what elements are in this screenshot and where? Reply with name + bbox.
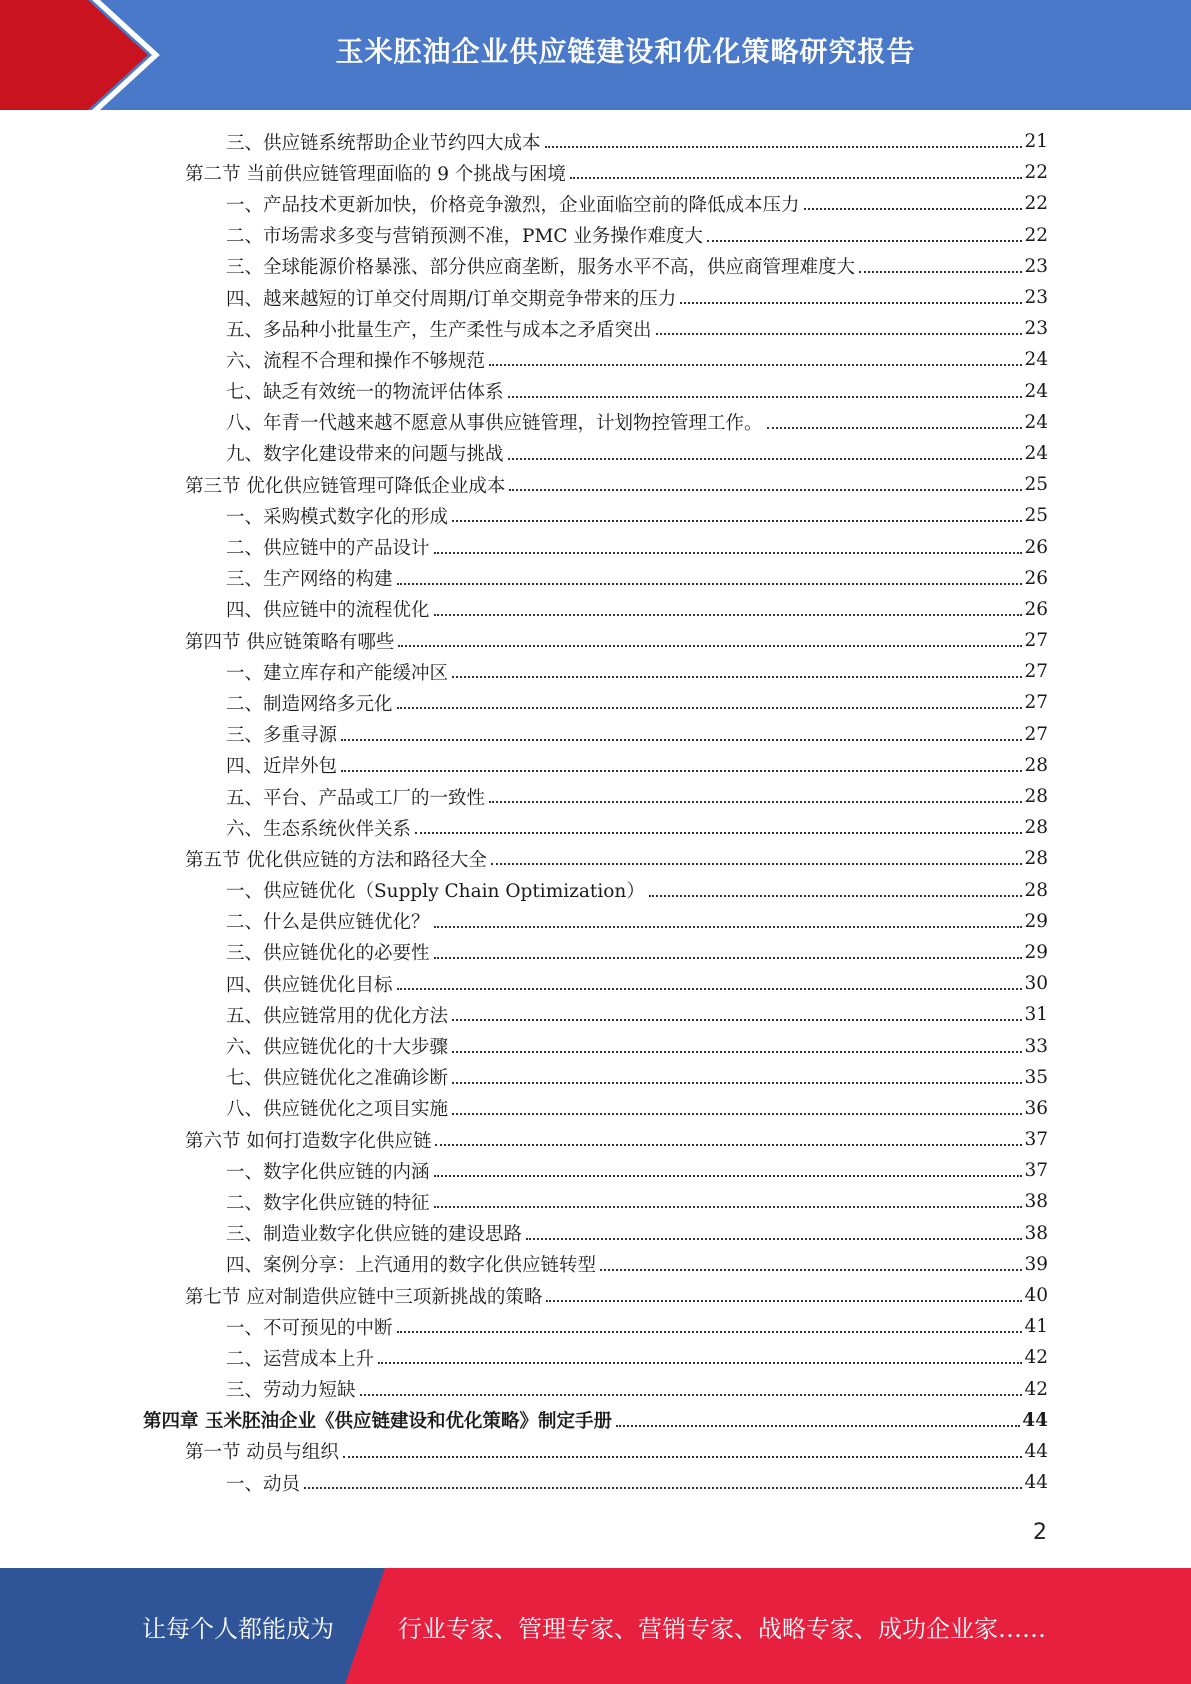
toc-entry-item[interactable] — [0, 376, 1191, 407]
toc-leader-dots — [649, 894, 1023, 897]
toc-entry-label: 四、供应链中的流程优化 — [226, 600, 430, 622]
toc-leader-dots — [491, 862, 1023, 865]
toc-entry-item[interactable] — [0, 999, 1191, 1030]
toc-leader-dots — [304, 1486, 1022, 1489]
toc-entry-item[interactable] — [0, 906, 1191, 937]
toc-entry-item[interactable] — [0, 1249, 1191, 1280]
toc-entry-page: 27 — [1024, 723, 1048, 745]
toc-entry-label: 六、生态系统伙伴关系 — [226, 818, 412, 840]
table-of-contents — [0, 126, 1191, 1498]
toc-entry-section[interactable] — [0, 625, 1191, 656]
toc-entry-page: 37 — [1024, 1160, 1048, 1182]
toc-entry-label: 九、数字化建设带来的问题与挑战 — [226, 444, 504, 466]
toc-entry-item[interactable] — [0, 937, 1191, 968]
toc-entry-item[interactable] — [0, 251, 1191, 282]
toc-leader-dots — [767, 426, 1023, 429]
toc-entry-label: 八、年青一代越来越不愿意从事供应链管理，计划物控管理工作。 — [226, 413, 763, 435]
toc-entry-label: 一、不可预见的中断 — [226, 1317, 393, 1339]
toc-entry-label: 第一节 动员与组织 — [185, 1442, 339, 1464]
toc-entry-label: 七、供应链优化之准确诊断 — [226, 1068, 449, 1090]
toc-entry-item[interactable] — [0, 282, 1191, 313]
toc-leader-dots — [360, 1393, 1023, 1396]
toc-entry-item[interactable] — [0, 1062, 1191, 1093]
toc-leader-dots — [489, 363, 1022, 366]
toc-entry-page: 28 — [1024, 879, 1048, 901]
toc-entry-page: 36 — [1024, 1097, 1048, 1119]
toc-entry-page: 24 — [1024, 380, 1048, 402]
toc-entry-label: 四、近岸外包 — [226, 756, 338, 778]
toc-entry-page: 30 — [1024, 973, 1048, 995]
toc-entry-item[interactable] — [0, 687, 1191, 718]
toc-entry-item[interactable] — [0, 812, 1191, 843]
toc-entry-page: 26 — [1024, 536, 1048, 558]
toc-entry-label: 五、供应链常用的优化方法 — [226, 1005, 449, 1027]
toc-entry-item[interactable] — [0, 1374, 1191, 1405]
toc-entry-page: 26 — [1024, 598, 1048, 620]
toc-entry-page: 29 — [1024, 941, 1048, 963]
toc-entry-item[interactable] — [0, 563, 1191, 594]
toc-leader-dots — [415, 831, 1022, 834]
toc-leader-dots — [508, 395, 1023, 398]
toc-entry-page: 29 — [1024, 910, 1048, 932]
toc-entry-page: 27 — [1024, 692, 1048, 714]
toc-entry-item[interactable] — [0, 1467, 1191, 1498]
toc-entry-label: 三、供应链优化的必要性 — [226, 943, 430, 965]
toc-entry-page: 23 — [1024, 287, 1048, 309]
toc-leader-dots — [397, 706, 1023, 709]
toc-leader-dots — [600, 1268, 1022, 1271]
toc-entry-page: 22 — [1024, 193, 1048, 215]
toc-entry-section[interactable] — [0, 1124, 1191, 1155]
toc-entry-label: 二、运营成本上升 — [226, 1348, 375, 1370]
toc-entry-section[interactable] — [0, 157, 1191, 188]
toc-leader-dots — [434, 956, 1023, 959]
toc-entry-label: 第四节 供应链策略有哪些 — [185, 631, 395, 653]
toc-entry-label: 三、全球能源价格暴涨、部分供应商垄断，服务水平不高，供应商管理难度大 — [226, 257, 856, 279]
toc-entry-page: 24 — [1024, 442, 1048, 464]
toc-entry-label: 三、制造业数字化供应链的建设思路 — [226, 1224, 523, 1246]
toc-entry-label: 二、制造网络多元化 — [226, 693, 393, 715]
toc-entry-item[interactable] — [0, 1342, 1191, 1373]
toc-entry-label: 一、采购模式数字化的形成 — [226, 506, 449, 528]
toc-entry-item[interactable] — [0, 344, 1191, 375]
toc-entry-item[interactable] — [0, 220, 1191, 251]
toc-leader-dots — [680, 301, 1022, 304]
toc-leader-dots — [616, 1424, 1020, 1427]
toc-leader-dots — [859, 270, 1022, 273]
toc-entry-label: 五、平台、产品或工厂的一致性 — [226, 787, 486, 809]
toc-leader-dots — [804, 207, 1023, 210]
toc-entry-label: 八、供应链优化之项目实施 — [226, 1099, 449, 1121]
toc-entry-item[interactable] — [0, 531, 1191, 562]
toc-entry-label: 二、什么是供应链优化？ — [226, 912, 430, 934]
toc-entry-page: 33 — [1024, 1035, 1048, 1057]
toc-entry-label: 第四章 玉米胚油企业《供应链建设和优化策略》制定手册 — [143, 1411, 612, 1433]
toc-entry-page: 41 — [1024, 1316, 1048, 1338]
toc-entry-label: 一、数字化供应链的内涵 — [226, 1161, 430, 1183]
page-footer — [0, 1568, 1191, 1684]
toc-entry-item[interactable] — [0, 126, 1191, 157]
toc-entry-label: 四、供应链优化目标 — [226, 974, 393, 996]
toc-entry-label: 三、生产网络的构建 — [226, 569, 393, 591]
toc-leader-dots — [707, 239, 1023, 242]
toc-entry-label: 第六节 如何打造数字化供应链 — [185, 1130, 432, 1152]
toc-entry-label: 六、供应链优化的十大步骤 — [226, 1037, 449, 1059]
toc-entry-item[interactable] — [0, 188, 1191, 219]
toc-leader-dots — [452, 1112, 1022, 1115]
toc-entry-page: 23 — [1024, 318, 1048, 340]
toc-entry-page: 28 — [1024, 817, 1048, 839]
toc-leader-dots — [397, 1330, 1023, 1333]
toc-leader-dots — [508, 457, 1023, 460]
toc-entry-item[interactable] — [0, 438, 1191, 469]
toc-entry-item[interactable] — [0, 500, 1191, 531]
toc-leader-dots — [434, 1174, 1023, 1177]
toc-entry-page: 42 — [1024, 1378, 1048, 1400]
toc-entry-page: 38 — [1024, 1191, 1048, 1213]
toc-entry-item[interactable] — [0, 719, 1191, 750]
footer-slogan-right: 行业专家、管理专家、营销专家、战略专家、成功企业家…… — [398, 1614, 1046, 1643]
toc-entry-page: 28 — [1024, 848, 1048, 870]
toc-leader-dots — [489, 800, 1022, 803]
toc-entry-label: 二、供应链中的产品设计 — [226, 538, 430, 560]
toc-entry-item[interactable] — [0, 875, 1191, 906]
toc-entry-item[interactable] — [0, 313, 1191, 344]
toc-entry-item[interactable] — [0, 1030, 1191, 1061]
toc-entry-item[interactable] — [0, 1093, 1191, 1124]
toc-entry-label: 二、市场需求多变与营销预测不准，PMC 业务操作难度大 — [226, 226, 703, 248]
toc-entry-page: 39 — [1024, 1253, 1048, 1275]
toc-leader-dots — [545, 145, 1023, 148]
toc-leader-dots — [546, 1299, 1022, 1302]
toc-leader-dots — [378, 1361, 1022, 1364]
toc-entry-page: 25 — [1024, 474, 1048, 496]
toc-entry-label: 五、多品种小批量生产，生产柔性与成本之矛盾突出 — [226, 319, 652, 341]
toc-leader-dots — [397, 582, 1023, 585]
toc-entry-item[interactable] — [0, 1155, 1191, 1186]
toc-leader-dots — [452, 519, 1022, 522]
page-header — [0, 0, 1191, 110]
toc-entry-page: 44 — [1024, 1440, 1048, 1462]
toc-entry-section[interactable] — [0, 843, 1191, 874]
document-title: 玉米胚油企业供应链建设和优化策略研究报告 — [335, 35, 916, 68]
toc-entry-page: 24 — [1024, 411, 1048, 433]
toc-entry-item[interactable] — [0, 407, 1191, 438]
page-number: 2 — [1033, 1520, 1047, 1545]
toc-entry-label: 第二节 当前供应链管理面临的 9 个挑战与困境 — [185, 163, 566, 185]
toc-entry-section[interactable] — [0, 469, 1191, 500]
toc-entry-label: 三、劳动力短缺 — [226, 1380, 356, 1402]
toc-leader-dots — [452, 1018, 1022, 1021]
toc-entry-item[interactable] — [0, 1218, 1191, 1249]
toc-entry-page: 21 — [1024, 131, 1048, 153]
toc-entry-label: 三、供应链系统帮助企业节约四大成本 — [226, 132, 541, 154]
toc-entry-item[interactable] — [0, 656, 1191, 687]
toc-entry-label: 二、数字化供应链的特征 — [226, 1192, 430, 1214]
toc-leader-dots — [434, 925, 1023, 928]
toc-entry-page: 40 — [1024, 1285, 1048, 1307]
toc-entry-page: 44 — [1024, 1472, 1048, 1494]
toc-leader-dots — [452, 675, 1022, 678]
toc-entry-label: 一、供应链优化（Supply Chain Optimization） — [226, 881, 645, 903]
toc-entry-label: 第三节 优化供应链管理可降低企业成本 — [185, 475, 506, 497]
toc-entry-page: 44 — [1022, 1409, 1048, 1431]
toc-entry-page: 25 — [1024, 505, 1048, 527]
toc-entry-label: 一、建立库存和产能缓冲区 — [226, 662, 449, 684]
toc-leader-dots — [434, 1205, 1023, 1208]
toc-entry-page: 35 — [1024, 1066, 1048, 1088]
toc-leader-dots — [452, 1081, 1022, 1084]
toc-entry-item[interactable] — [0, 750, 1191, 781]
toc-entry-chapter[interactable] — [0, 1405, 1191, 1436]
toc-leader-dots — [434, 613, 1023, 616]
toc-entry-page: 23 — [1024, 255, 1048, 277]
toc-entry-page: 28 — [1024, 786, 1048, 808]
toc-entry-item[interactable] — [0, 1311, 1191, 1342]
toc-entry-page: 24 — [1024, 349, 1048, 371]
toc-entry-page: 22 — [1024, 162, 1048, 184]
toc-entry-section[interactable] — [0, 1280, 1191, 1311]
toc-entry-label: 六、流程不合理和操作不够规范 — [226, 350, 486, 372]
toc-leader-dots — [341, 738, 1022, 741]
toc-entry-page: 38 — [1024, 1222, 1048, 1244]
toc-leader-dots — [341, 769, 1022, 772]
toc-entry-label: 四、越来越短的订单交付周期/订单交期竞争带来的压力 — [226, 288, 677, 310]
toc-entry-page: 26 — [1024, 567, 1048, 589]
toc-leader-dots — [452, 1050, 1022, 1053]
toc-leader-dots — [397, 987, 1023, 990]
toc-entry-page: 37 — [1024, 1129, 1048, 1151]
toc-entry-page: 42 — [1024, 1347, 1048, 1369]
toc-entry-label: 一、产品技术更新加快，价格竞争激烈，企业面临空前的降低成本压力 — [226, 194, 800, 216]
toc-entry-label: 四、案例分享：上汽通用的数字化供应链转型 — [226, 1255, 597, 1277]
toc-entry-section[interactable] — [0, 1436, 1191, 1467]
footer-slogan-left: 让每个人都能成为 — [142, 1614, 334, 1643]
toc-entry-label: 三、多重寻源 — [226, 725, 338, 747]
toc-leader-dots — [526, 1237, 1022, 1240]
toc-entry-item[interactable] — [0, 968, 1191, 999]
toc-entry-page: 27 — [1024, 661, 1048, 683]
toc-leader-dots — [434, 551, 1023, 554]
toc-entry-page: 27 — [1024, 630, 1048, 652]
toc-leader-dots — [570, 176, 1023, 179]
toc-leader-dots — [435, 1143, 1022, 1146]
toc-leader-dots — [398, 644, 1022, 647]
toc-entry-item[interactable] — [0, 781, 1191, 812]
toc-entry-label: 第五节 优化供应链的方法和路径大全 — [185, 849, 487, 871]
toc-entry-page: 28 — [1024, 754, 1048, 776]
toc-leader-dots — [656, 332, 1023, 335]
toc-entry-page: 31 — [1024, 1004, 1048, 1026]
toc-leader-dots — [343, 1455, 1023, 1458]
toc-entry-label: 第七节 应对制造供应链中三项新挑战的策略 — [185, 1286, 543, 1308]
toc-entry-page: 22 — [1024, 224, 1048, 246]
toc-entry-label: 七、缺乏有效统一的物流评估体系 — [226, 382, 504, 404]
toc-entry-item[interactable] — [0, 1186, 1191, 1217]
toc-leader-dots — [509, 488, 1022, 491]
toc-entry-label: 一、动员 — [226, 1473, 301, 1495]
toc-entry-item[interactable] — [0, 594, 1191, 625]
